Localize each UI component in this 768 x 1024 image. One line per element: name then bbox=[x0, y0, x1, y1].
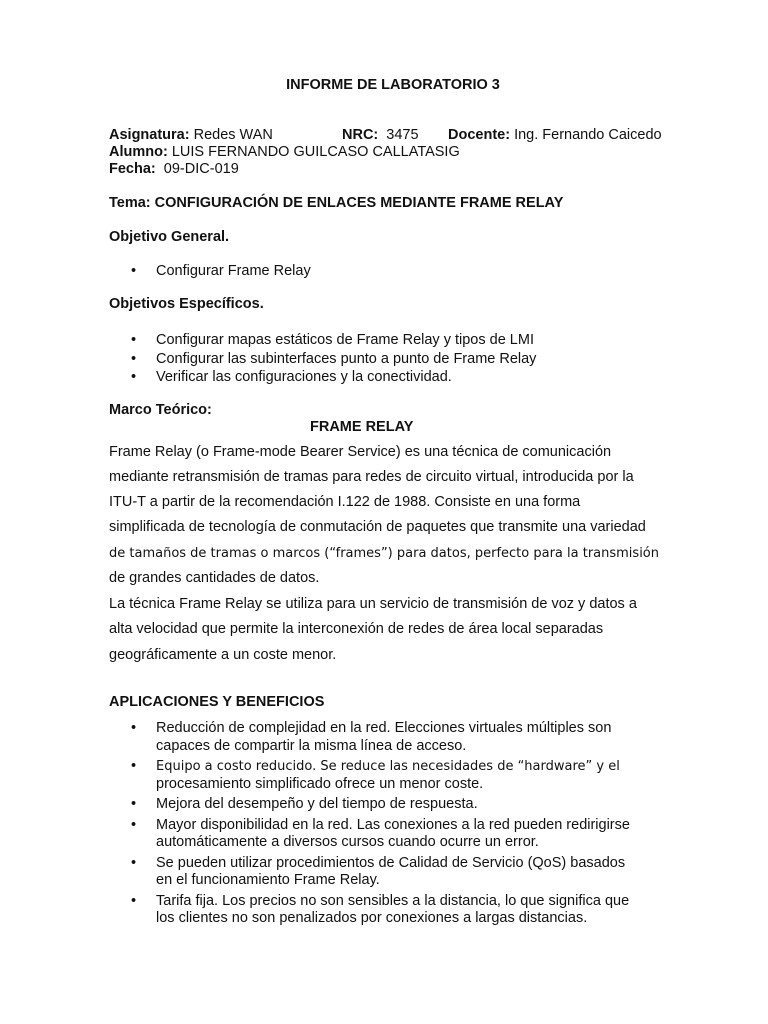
list-item-line: en el funcionamiento Frame Relay. bbox=[156, 872, 380, 888]
paragraph-line: simplificada de tecnología de conmutación de paquetes que transmite una variedad bbox=[109, 519, 646, 535]
alumno-label: Alumno: bbox=[109, 144, 168, 160]
list-item-line: Se pueden utilizar procedimientos de Calidad de Servicio (QoS) basados bbox=[156, 854, 626, 871]
report-title: INFORME DE LABORATORIO 3 bbox=[286, 77, 500, 93]
list-item-line: Mejora del desempeño y del tiempo de respuesta. bbox=[156, 796, 478, 812]
bullet-icon: • bbox=[131, 263, 137, 279]
objetivos-especificos-heading: Objetivos Específicos. bbox=[109, 296, 264, 312]
paragraph-line: mediante retransmisión de tramas para redes de circuito virtual, introducida por la bbox=[109, 469, 634, 485]
objetivos-especificos-list bbox=[109, 331, 536, 387]
objetivo-general-heading: Objetivo General. bbox=[109, 229, 230, 245]
report-meta bbox=[109, 127, 689, 178]
list-item bbox=[109, 368, 536, 387]
meta-row-asignatura bbox=[109, 127, 689, 144]
list-item-line: Mayor disponibilidad en la red. Las conexiones a la red pueden redirigirse bbox=[156, 816, 630, 833]
docente-value: Ing. Fernando Caicedo bbox=[510, 127, 662, 143]
aplicaciones-heading: APLICACIONES Y BENEFICIOS bbox=[109, 694, 325, 710]
meta-row-alumno bbox=[109, 144, 689, 161]
frame-relay-heading: FRAME RELAY bbox=[310, 419, 414, 435]
paragraph-line: alta velocidad que permite la interconexión de redes de área local separadas bbox=[109, 621, 604, 637]
list-item-line: Equipo a costo reducido. Se reduce las necesidades de “hardware” y el bbox=[156, 759, 620, 774]
fecha-value: 09-DIC-019 bbox=[155, 161, 239, 177]
paragraph-line: Frame Relay (o Frame-mode Bearer Service) es una técnica de comunicación bbox=[109, 444, 612, 460]
paragraph-line: de tamaños de tramas o marcos (“frames”) para datos, perfecto para la transmisión bbox=[109, 546, 659, 561]
bullet-icon: • bbox=[131, 816, 137, 833]
bullet-icon: • bbox=[131, 720, 137, 736]
paragraph-line: geográficamente a un coste menor. bbox=[109, 647, 337, 663]
bullet-icon: • bbox=[131, 332, 137, 348]
docente-label: Docente: bbox=[448, 127, 511, 143]
paragraph-line: de grandes cantidades de datos. bbox=[109, 570, 320, 586]
list-item bbox=[109, 262, 311, 281]
bullet-icon: • bbox=[131, 369, 137, 385]
bullet-icon: • bbox=[131, 796, 137, 812]
list-item-line: automáticamente a diversos cursos cuando ocurre un error. bbox=[156, 834, 539, 850]
paragraph-line: La técnica Frame Relay se utiliza para un servicio de transmisión de voz y datos a bbox=[109, 596, 637, 612]
tema-heading: Tema: CONFIGURACIÓN DE ENLACES MEDIANTE FRAME RELAY bbox=[109, 195, 564, 211]
list-item-text: Configurar las subinterfaces punto a punto de Frame Relay bbox=[156, 350, 537, 367]
list-item bbox=[109, 720, 669, 755]
bullet-icon: • bbox=[131, 854, 137, 871]
docente-field bbox=[448, 127, 662, 144]
fecha-label: Fecha: bbox=[109, 161, 156, 177]
objetivo-general-list bbox=[109, 262, 311, 281]
list-item bbox=[109, 817, 669, 852]
list-item bbox=[109, 893, 669, 928]
nrc-value: 3475 bbox=[378, 127, 419, 143]
list-item bbox=[109, 350, 536, 369]
asignatura-value: Redes WAN bbox=[189, 127, 273, 143]
aplicaciones-list bbox=[109, 720, 669, 931]
list-item-line: Reducción de complejidad en la red. Elecciones virtuales múltiples son bbox=[156, 720, 612, 736]
list-item-line: capaces de compartir la misma línea de acceso. bbox=[156, 737, 467, 754]
bullet-icon: • bbox=[131, 758, 137, 774]
list-item bbox=[109, 758, 669, 793]
marco-teorico-heading: Marco Teórico: bbox=[109, 402, 212, 418]
list-item bbox=[109, 796, 669, 814]
list-item bbox=[109, 331, 536, 350]
bullet-icon: • bbox=[131, 350, 137, 367]
list-item-line: Tarifa fija. Los precios no son sensibles a la distancia, lo que significa que bbox=[156, 892, 630, 909]
paragraph-line: ITU-T a partir de la recomendación I.122 de 1988. Consiste en una forma bbox=[109, 494, 581, 510]
nrc-field bbox=[342, 127, 419, 144]
bullet-icon: • bbox=[131, 892, 137, 909]
list-item-text: Verificar las configuraciones y la conectividad. bbox=[156, 369, 452, 385]
list-item-line: procesamiento simplificado ofrece un menor coste. bbox=[156, 775, 484, 792]
list-item bbox=[109, 855, 669, 890]
list-item-text: Configurar Frame Relay bbox=[156, 263, 311, 279]
list-item-text: Configurar mapas estáticos de Frame Relay y tipos de LMI bbox=[156, 332, 534, 348]
nrc-label: NRC: bbox=[342, 127, 379, 143]
asignatura-label: Asignatura: bbox=[109, 127, 190, 143]
alumno-value: LUIS FERNANDO GUILCASO CALLATASIG bbox=[167, 144, 460, 160]
meta-row-fecha bbox=[109, 161, 689, 178]
list-item-line: los clientes no son penalizados por conexiones a largas distancias. bbox=[156, 910, 588, 926]
